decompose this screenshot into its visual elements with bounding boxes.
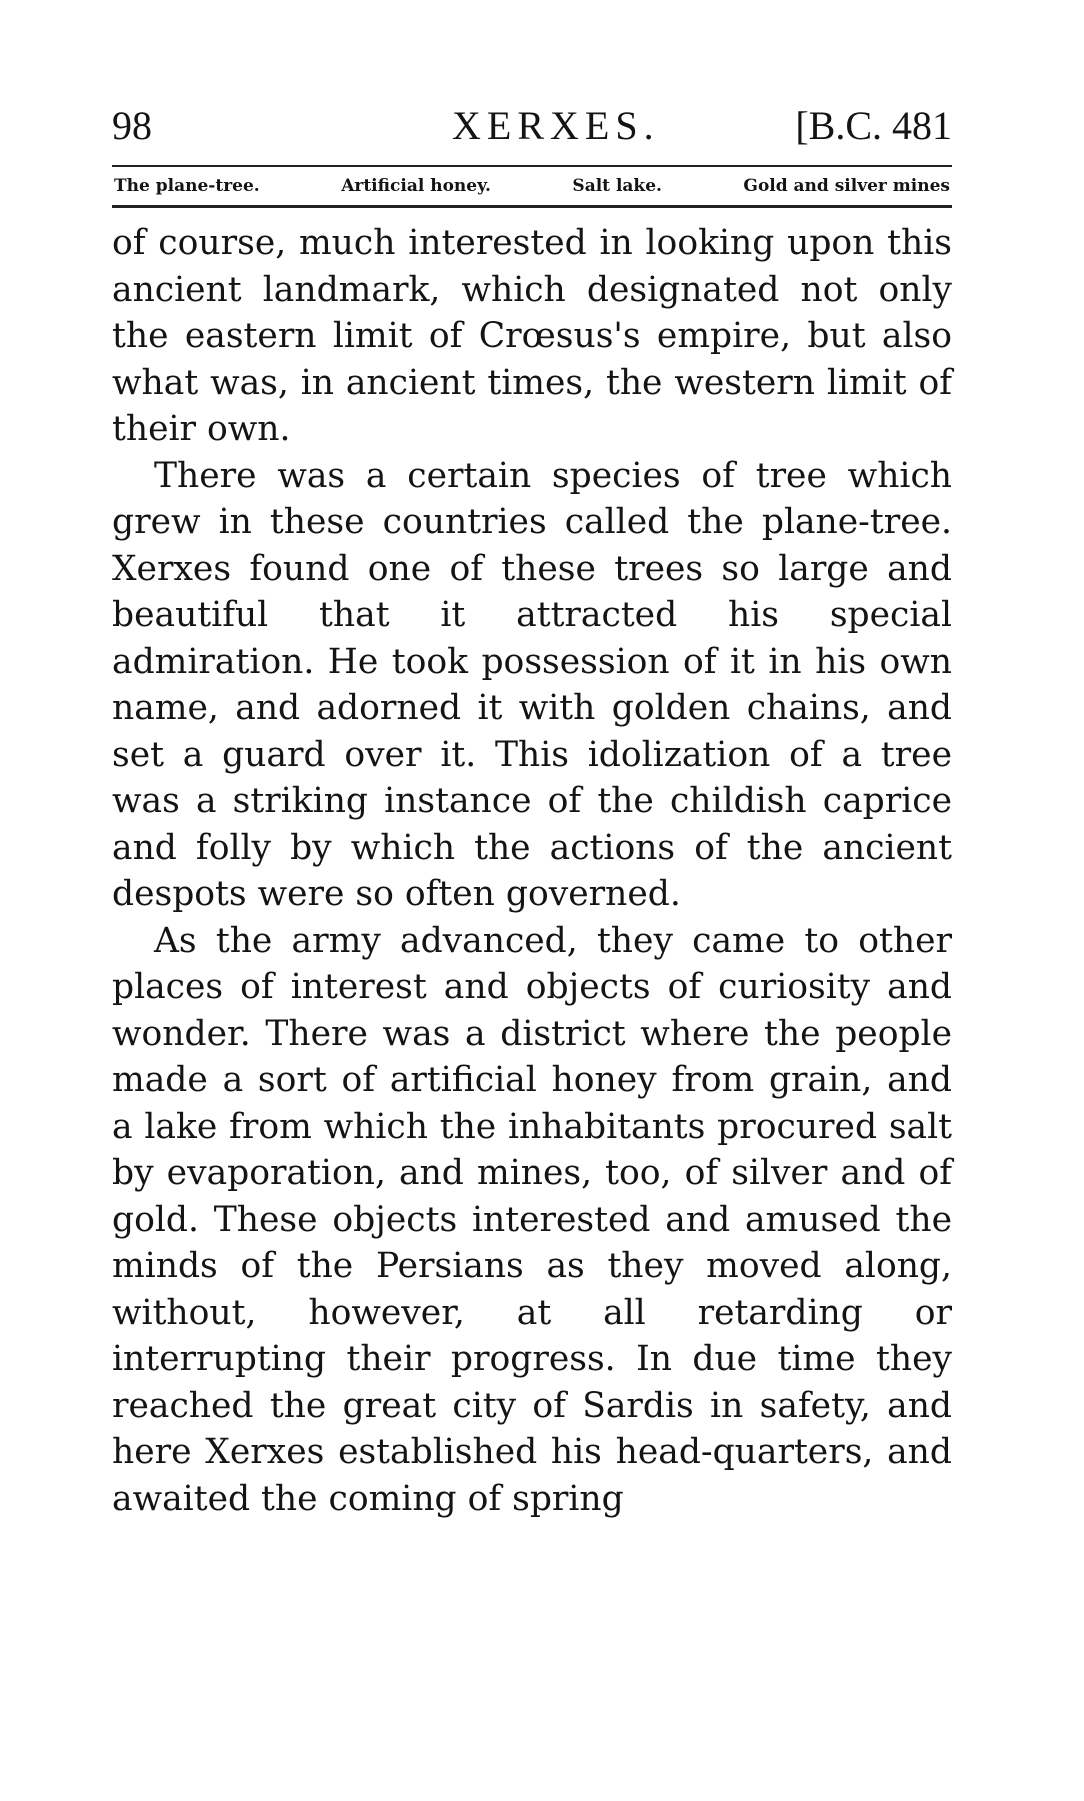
topic-summary-line: [112, 167, 952, 205]
running-title: XERXES.: [452, 103, 660, 148]
header-rule-bottom: [112, 205, 952, 208]
paragraph-plane-tree: There was a certain species of tree which grew in these countries called the plane-tree. Xerxes found one of these trees so large and beautiful that it attracted his special admiration. He took possession of it in his own name, and adorned it with golden chains, and set a guard over it. This idolization of a tree was a striking instance of the childish caprice and folly by which the actions of the ancient despots were so often governed.: [112, 455, 952, 914]
page-header: [112, 95, 952, 157]
book-page: [112, 95, 952, 1522]
page-number: 98: [112, 103, 152, 148]
date-reference: [B.C. 481: [795, 103, 952, 148]
topic-gold-silver-mines: Gold and silver mines: [743, 176, 950, 196]
paragraph-continued: of course, much interested in looking upon this ancient landmark, which designated not only the eastern limit of Crœsus's empire, but also what was, in ancient times, the western limit of their own.: [112, 223, 952, 449]
topic-salt-lake: Salt lake.: [572, 176, 662, 196]
paragraph-army-advance: As the army advanced, they came to other places of interest and objects of curiosity and wonder. There was a district where the people made a sort of artificial honey from grain, and a lake from which the inhabitants procured salt by evaporation, and mines, too, of silver and of gold. These objects interested and amused the minds of the Persians as they moved along, without, however, at all retarding or interrupting their progress. In due time they reached the great city of Sardis in safety, and here Xerxes established his head-quarters, and awaited the coming of spring: [112, 920, 952, 1519]
topic-plane-tree: The plane-tree.: [114, 176, 260, 196]
topic-artificial-honey: Artificial honey.: [341, 176, 491, 196]
